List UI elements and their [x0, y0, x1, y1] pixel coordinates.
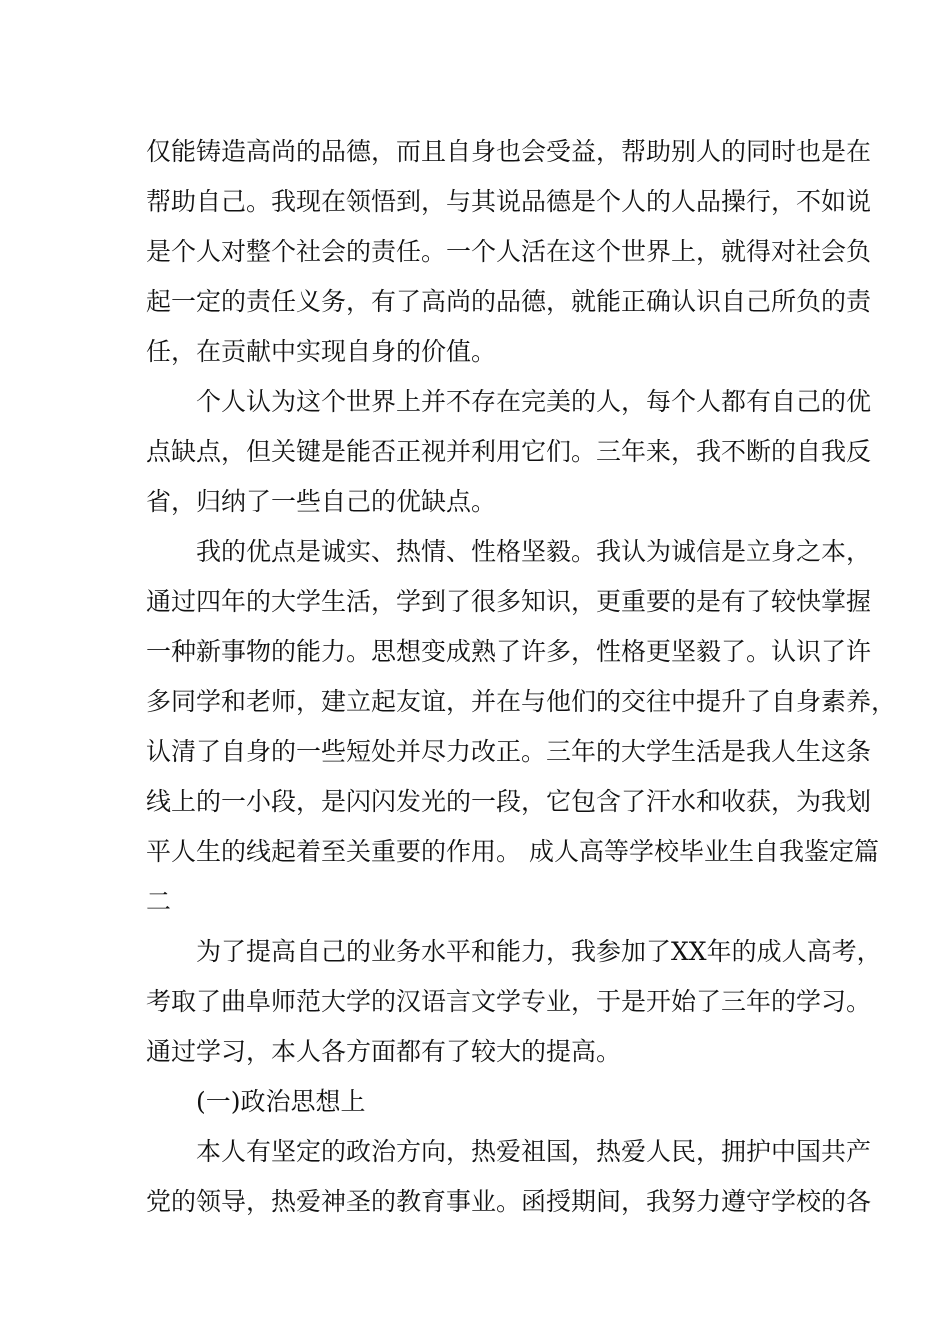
text-line: 仅能铸造高尚的品德，而且自身也会受益，帮助别人的同时也是在 [146, 137, 872, 166]
text-line: 省，归纳了一些自己的优缺点。 [146, 487, 497, 516]
text-line: 多同学和老师，建立起友谊，并在与他们的交往中提升了自身素养， [146, 687, 897, 716]
text-line: 起一定的责任义务，有了高尚的品德，就能正确认识自己所负的责 [146, 287, 872, 316]
text-line: 任，在贡献中实现自身的价值。 [146, 337, 497, 366]
text-line: 认清了自身的一些短处并尽力改正。三年的大学生活是我人生这条 [146, 737, 872, 766]
text-line: 二 [146, 887, 172, 916]
text-line: 个人认为这个世界上并不存在完美的人，每个人都有自己的优 [146, 387, 872, 416]
text-line: 线上的一小段，是闪闪发光的一段，它包含了汗水和收获，为我划 [146, 787, 872, 816]
text-line: 一种新事物的能力。思想变成熟了许多，性格更坚毅了。认识了许 [146, 637, 872, 666]
text-line: 点缺点，但关键是能否正视并利用它们。三年来，我不断的自我反 [146, 437, 872, 466]
text-line: 本人有坚定的政治方向，热爱祖国，热爱人民，拥护中国共产 [146, 1137, 872, 1166]
text-line: 是个人对整个社会的责任。一个人活在这个世界上，就得对社会负 [146, 237, 872, 266]
text-line: 平人生的线起着至关重要的作用。 成人高等学校毕业生自我鉴定篇 [146, 837, 879, 866]
text-line: 帮助自己。我现在领悟到，与其说品德是个人的人品操行，不如说 [146, 187, 872, 216]
section-heading: (一)政治思想上 [146, 1087, 366, 1116]
text-line: 通过学习，本人各方面都有了较大的提高。 [146, 1037, 622, 1066]
text-line: 考取了曲阜师范大学的汉语言文学专业，于是开始了三年的学习。 [146, 987, 872, 1016]
text-line: 我的优点是诚实、热情、性格坚毅。我认为诚信是立身之本， [146, 537, 872, 566]
text-line: 为了提高自己的业务水平和能力，我参加了XX年的成人高考， [146, 937, 882, 966]
text-line: 通过四年的大学生活，学到了很多知识，更重要的是有了较快掌握 [146, 587, 872, 616]
text-line: 党的领导，热爱神圣的教育事业。函授期间，我努力遵守学校的各 [146, 1187, 872, 1216]
